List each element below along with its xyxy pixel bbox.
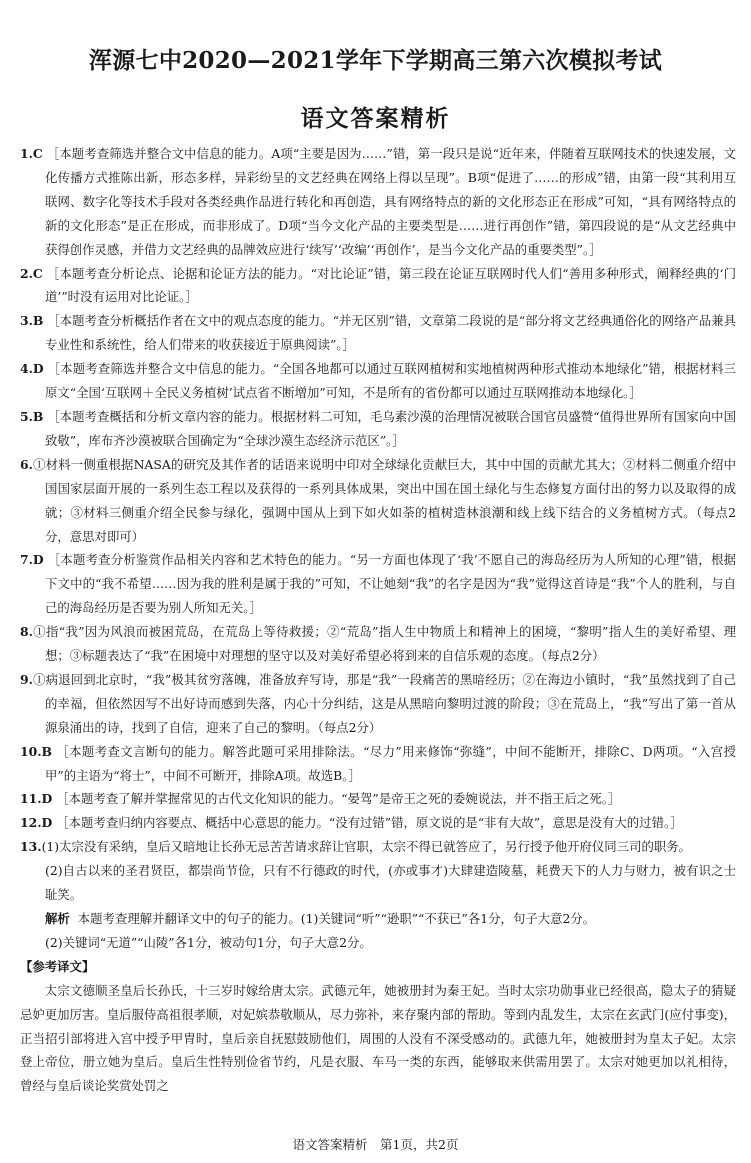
- answer-number: 13.: [20, 839, 42, 855]
- answer-content: [20, 142, 736, 1098]
- answer-key-subtitle: 语文答案精析: [300, 105, 451, 132]
- answer-number: 6.: [20, 456, 33, 472]
- answer-subpart: (2)自古以来的圣君贤臣，都崇尚节俭，只有不行德政的时代，(亦或事才)大肆建造陵墓，耗费天下的人力与财力，被有识之士耻笑。: [45, 863, 736, 903]
- answer-item: [20, 787, 736, 811]
- answer-item: [20, 548, 736, 620]
- answer-item: [20, 620, 736, 668]
- answer-number: 5.B: [20, 408, 44, 424]
- answer-text: ［本题考查分析鉴赏作品相关内容和艺术特色的能力。“另一方面也体现了‘我’不愿自己的海岛经历为人所知的心理”错，根据下文中的“我不希望……因为我的胜利是属于我的”可知，不让她刻“我”的名字是因为“我”觉得这首诗是“我”个人的胜利，与自己的海岛经历是否要为别人所知无关。］: [45, 552, 736, 616]
- answer-item: [20, 142, 736, 262]
- answer-number: 12.D: [20, 815, 53, 831]
- reference-translation-header: 【参考译文】: [20, 958, 95, 974]
- answer-item: [20, 262, 736, 310]
- answer-text: ［本题考查了解并掌握常见的古代文化知识的能力。“晏驾”是帝王之死的委婉说法，并不指王后之死。］: [56, 791, 621, 807]
- answer-text: ［本题考查文言断句的能力。解答此题可采用排除法。“尽力”用来修饰“弥缝”，中间不能断开，排除C、D两项。“入宫授甲”的主语为“将士”，中间不可断开，排除A项。故选B。］: [45, 743, 736, 783]
- answer-number: 1.C: [20, 146, 43, 161]
- answer-text: ①指“我”因为风浪而被困荒岛，在荒岛上等待救援；②“荒岛”指人生中物质上和精神上的困境，“黎明”指人生的美好希望、理想；③标题表达了“我”在困境中对理想的坚守以及对美好希望必将到来的自信乐观的态度。（每点2分）: [32, 624, 736, 664]
- answer-item: [20, 811, 736, 835]
- analysis-label: 解析: [45, 911, 70, 926]
- answer-text: ［本题考查筛选并整合文中信息的能力。A项“主要是因为……”错，第一段只是说“近年来，伴随着互联网技术的快速发展，文化传播方式推陈出新，形态多样，异彩纷呈的文艺经典在网络上得以呈现”。B项“促进了……的形成”错，由第一段“其利用互联网、数字化等技术手段对各类经典作品进行转化和再创造，具有网络特点的新的文化形态正在形成”可知，“具有网络特点的新的文化形态”是正在形成，而非形成了。D项“当今文化产品的主要类型是……进行再创作”错，第四段说的是“从文艺经典中获得创作灵感，并借力文艺经典的品牌效应进行‘续写’‘改编’‘再创作’，是当今文化产品的重要类型”。］: [45, 146, 736, 257]
- answer-item: [20, 357, 736, 405]
- answer-item: [20, 740, 736, 788]
- answer-number: 2.C: [20, 265, 43, 281]
- answer-number: 4.D: [20, 361, 44, 377]
- answer-text: ［本题考查筛选并整合文中信息的能力。“全国各地都可以通过互联网植树和实地植树两种形式推动本地绿化”错，根据材料三原文“全国‘互联网＋全民义务植树’试点省不断增加”可知，不是所有的省份都可以通过互联网推动本地绿化。］: [45, 361, 736, 401]
- page-footer: 语文答案精析 第1页，共2页: [292, 1137, 459, 1152]
- answer-item: [20, 668, 736, 740]
- analysis-text: 本题考查理解并翻译文中的句子的能力。(1)关键词“听”“逊职”“不获已”各1分，句子大意2分。: [77, 911, 596, 926]
- answer-number: 3.B: [20, 313, 44, 329]
- answer-item: [20, 453, 736, 549]
- analysis: [20, 907, 736, 931]
- answer-item: [20, 309, 736, 357]
- analysis-continued: (2)关键词“无道”“山陵”各1分，被动句1分，句子大意2分。: [45, 934, 372, 950]
- answer-text: ［本题考查概括和分析文章内容的能力。根据材料二可知，毛乌素沙漠的治理情况被联合国官员盛赞“值得世界所有国家向中国致敬”，库布齐沙漠被联合国确定为“全球沙漠生态经济示范区”。］: [45, 408, 736, 448]
- answer-text: ①病退回到北京时，“我”极其贫穷落魄，准备放弃写诗，那是“我”一段痛苦的黑暗经历；②在海边小镇时，“我”虽然找到了自己的幸福，但依然因写不出好诗而感到失落，内心十分纠结，这是从黑暗向黎明过渡的阶段；③在荒岛上，“我”写出了第一首从源泉涌出的诗，找到了自信，迎来了自己的黎明。（每点2分）: [32, 671, 736, 735]
- exam-title: 浑源七中2020—2021学年下学期高三第六次模拟考试: [88, 47, 663, 74]
- reference-translation-text: 太宗文德顺圣皇后长孙氏，十三岁时嫁给唐太宗。武德元年，她被册封为秦王妃。当时太宗功勋事业已经很高，隐太子的猜疑忌妒更加厉害。皇后服侍高祖很孝顺，对妃嫔恭敬顺从，尽力弥补，来存聚内部的帮助。等到内乱发生，太宗在玄武门(应付事变)，正当招引部将进入宫中授予甲胄时，皇后亲自抚慰鼓励他们，周围的人没有不深受感动的。武德九年，她被册封为皇太子妃。太宗登上帝位，册立她为皇后。皇后生性特别俭省节约，凡是衣服、车马一类的东西，能够取来供需用罢了。太宗对她更加以礼相待，曾经与皇后谈论奖赏处罚之: [20, 982, 736, 1094]
- answer-text: ［本题考查分析论点、论据和论证方法的能力。“对比论证”错，第三段在论证互联网时代人们“善用多种形式，阐释经典的‘门道’”时没有运用对比论证。］: [45, 265, 736, 305]
- answer-item-13: [20, 835, 736, 859]
- answer-number: 7.D: [20, 552, 44, 568]
- answer-number: 11.D: [20, 791, 53, 807]
- answer-text: ［本题考查分析概括作者在文中的观点态度的能力。“并无区别”错，文章第二段说的是“部分将文艺经典通俗化的网络产品兼具专业性和系统性，给人们带来的收获接近于原典阅读”。］: [45, 313, 736, 353]
- answer-item: [20, 405, 736, 453]
- answer-number: 9.: [20, 671, 33, 687]
- answer-number: 8.: [20, 624, 33, 640]
- answer-text: (1)太宗没有采纳，皇后又暗地让长孙无忌苦苦请求辞让官职，太宗不得已就答应了，另行授予他开府仪同三司的职务。: [41, 839, 692, 855]
- answer-text: ①材料一侧重根据NASA的研究及其作者的话语来说明中印对全球绿化贡献巨大，其中中国的贡献尤其大；②材料二侧重介绍中国国家层面开展的一系列生态工程以及获得的一系列具体成果，突出中国在国土绿化与生态修复方面付出的努力以及取得的成就；③材料三侧重介绍全民参与绿化，强调中国从上到下如火如荼的植树造林浪潮和线上线下结合的义务植树方式。（每点2分，意思对即可）: [32, 456, 736, 544]
- answer-text: ［本题考查归纳内容要点、概括中心意思的能力。“没有过错”错，原文说的是“非有大故”，意思是没有大的过错。］: [56, 815, 683, 831]
- answer-number: 10.B: [20, 743, 53, 759]
